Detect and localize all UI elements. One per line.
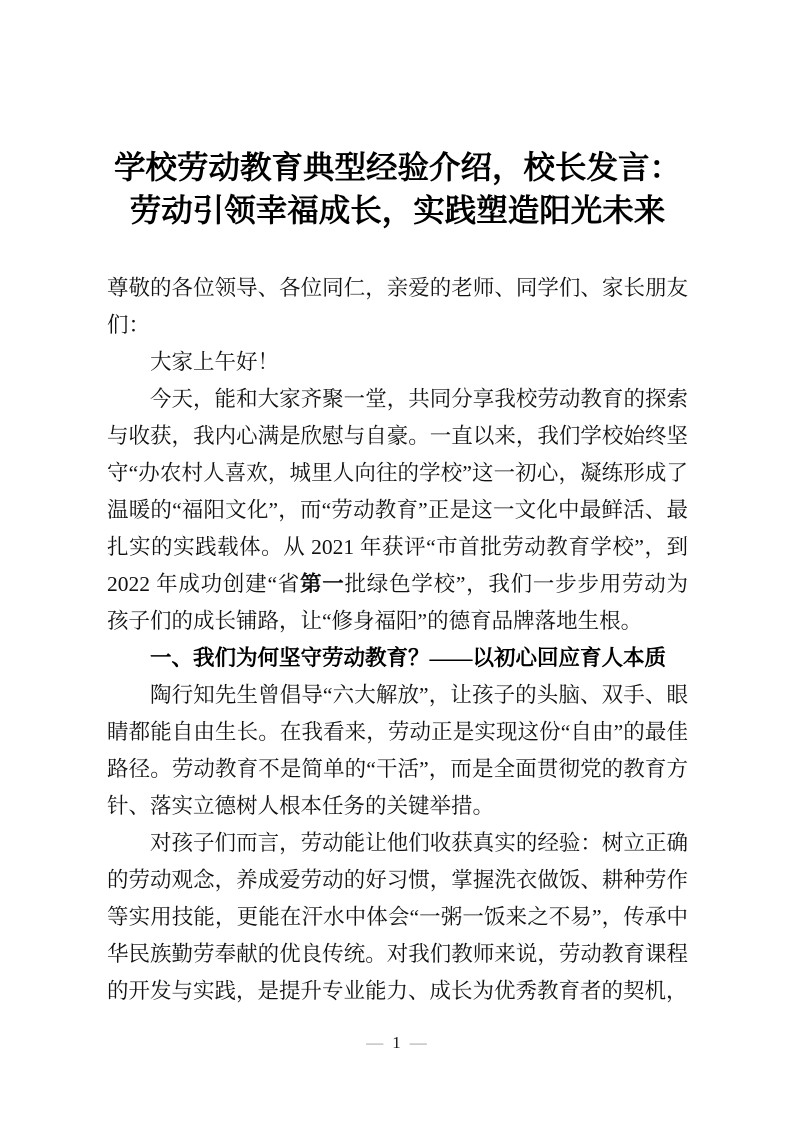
intro-paragraph-text-after: 批绿色学校”，我们一步步用劳动为孩子们的成长铺路，让“修身福阳”的德育品牌落地生根。 xyxy=(107,572,689,633)
document-title xyxy=(107,146,688,232)
intro-paragraph-bold-run: 第一 xyxy=(300,572,345,596)
document-title-line2: 劳动引领幸福成长，实践塑造阳光未来 xyxy=(129,193,666,228)
page-number: 1 xyxy=(392,1033,401,1052)
document-body xyxy=(107,270,688,1010)
children-experience-paragraph: 对孩子们而言，劳动能让他们收获真实的经验：树立正确的劳动观念，养成爱劳动的好习惯，掌握洗衣做饭、耕种劳作等实用技能，更能在汗水中体会“一粥一饭来之不易”，传承中华民族勤劳奉献的优良传统。对我们教师来说，劳动教育课程的开发与实践，是提升专业能力、成长为优秀教育者的契机， xyxy=(107,831,688,1003)
taoxingzhi-paragraph: 陶行知先生曾倡导“六大解放”，让孩子的头脑、双手、眼睛都能自由生长。在我看来，劳动正是实现这份“自由”的最佳路径。劳动教育不是简单的“干活”，而是全面贯彻党的教育方针、落实立德树人根本任务的关键举措。 xyxy=(107,683,688,818)
intro-paragraph-text-before: 今天，能和大家齐聚一堂，共同分享我校劳动教育的探索与收获，我内心满是欣慰与自豪。一直以来，我们学校始终坚守“办农村人喜欢，城里人向往的学校”这一初心，凝练形成了温暖的“福阳文化”，而“劳动教育”正是这一文化中最鲜活、最扎实的实践载体。从 2021 年获评“市首批劳动教育学校”，到 2022 年成功创建“省 xyxy=(107,387,688,596)
document-title-line1: 学校劳动教育典型经验介绍，校长发言： xyxy=(113,150,681,185)
salutation-paragraph: 尊敬的各位领导、各位同仁，亲爱的老师、同学们、家长朋友们： xyxy=(107,276,688,337)
section1-heading: 一、我们为何坚守劳动教育？——以初心回应育人本质 xyxy=(150,646,667,670)
intro-paragraph xyxy=(107,381,688,640)
footer-dash-left: — xyxy=(366,1033,384,1052)
greeting-paragraph: 大家上午好！ xyxy=(150,350,280,374)
footer-dash-right: — xyxy=(409,1033,427,1052)
page-footer xyxy=(0,1032,793,1054)
